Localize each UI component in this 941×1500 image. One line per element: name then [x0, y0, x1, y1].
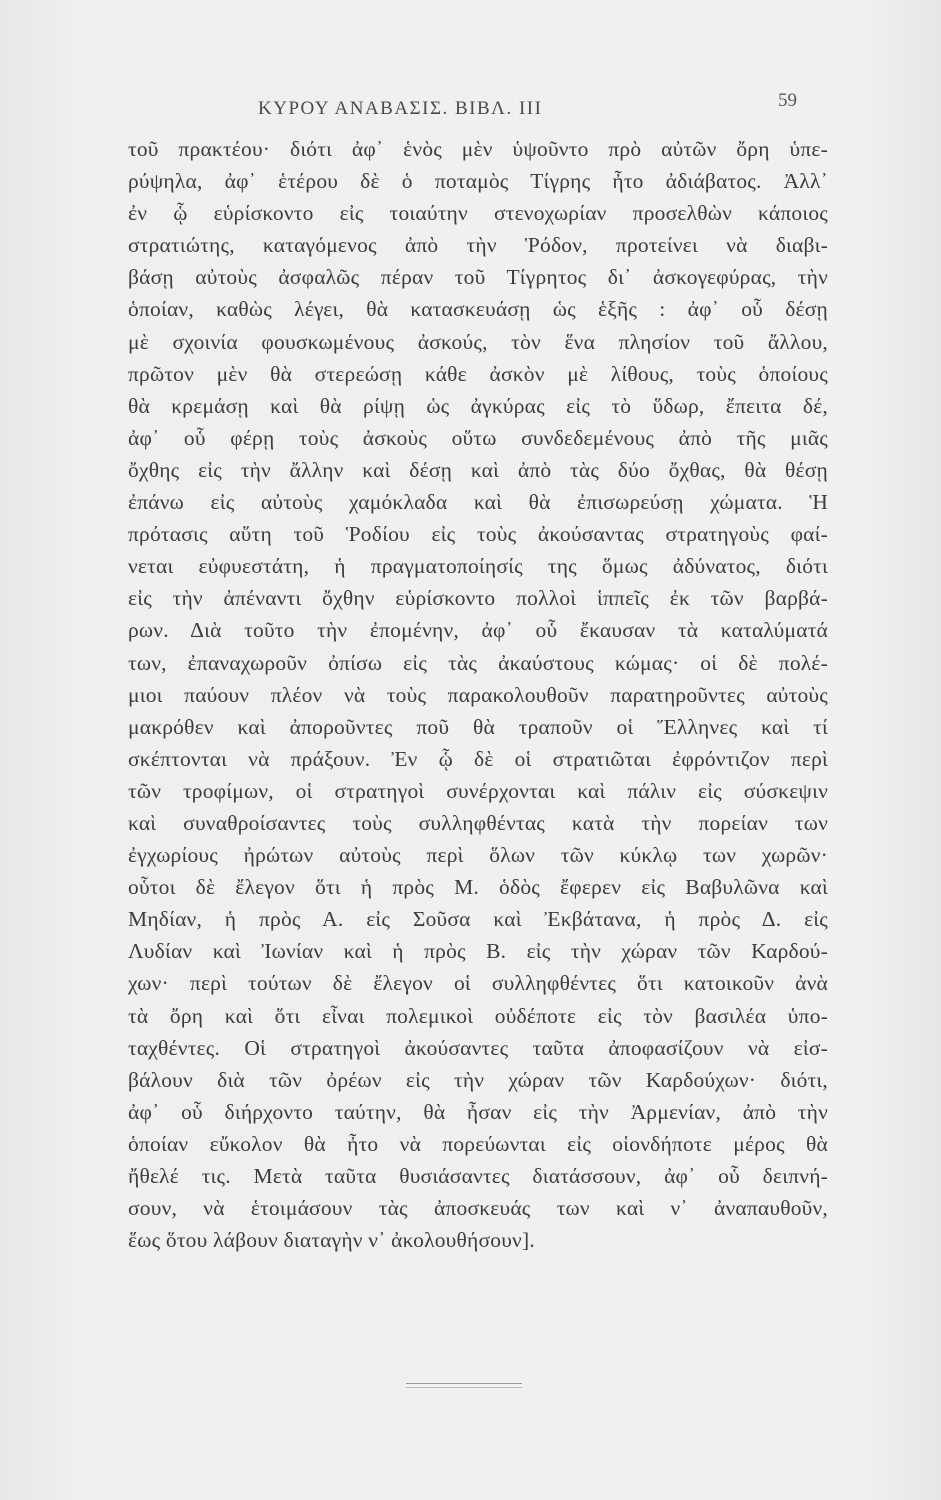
text-line: Λυδίαν καὶ Ἰωνίαν καὶ ἡ πρὸς Β. εἰς τὴν χώραν τῶν Καρδού-	[128, 939, 828, 964]
text-line: ρύψηλα, ἀφ᾽ ἑτέρου δὲ ὁ ποταμὸς Τίγρης ἦτο ἀδιάβατος. Ἀλλ᾽	[128, 169, 828, 194]
text-line: τῶν τροφίμων, οἱ στρατηγοὶ συνέρχονται καὶ πάλιν εἰς σύσκεψιν	[128, 778, 828, 803]
text-line: μιοι παύουν πλέον νὰ τοὺς παρακολουθοῦν παρατηροῦντες αὐτοὺς	[128, 682, 828, 707]
text-line: ἤθελέ τις. Μετὰ ταῦτα θυσιάσαντες διατάσσουν, ἀφ᾽ οὗ δειπνή-	[128, 1164, 828, 1188]
text-line: τὰ ὄρη καὶ ὅτι εἶναι πολεμικοὶ οὐδέποτε εἰς τὸν βασιλέα ὑπο-	[128, 1003, 828, 1028]
text-line: σουν, νὰ ἑτοιμάσουν τὰς ἀποσκευάς των καὶ ν᾽ ἀναπαυθοῦν,	[128, 1196, 828, 1221]
text-line: Μηδίαν, ἡ πρὸς Α. εἰς Σοῦσα καὶ Ἐκβάτανα, ἡ πρὸς Δ. εἰς	[128, 907, 828, 932]
text-line: ἀφ᾽ οὗ φέρῃ τοὺς ἀσκοὺς οὕτω συνδεδεμένους ἀπὸ τῆς μιᾶς	[128, 425, 828, 450]
text-line: ὄχθης εἰς τὴν ἄλλην καὶ δέσῃ καὶ ἀπὸ τὰς δύο ὄχθας, θὰ θέσῃ	[128, 457, 828, 482]
text-line: στρατιώτης, καταγόμενος ἀπὸ τὴν Ῥόδον, προτείνει νὰ διαβι-	[128, 233, 828, 258]
section-end-rule-thin	[406, 1387, 522, 1388]
text-line: ἀφ᾽ οὗ διήρχοντο ταύτην, θὰ ἦσαν εἰς τὴν Ἀρμενίαν, ἀπὸ τὴν	[128, 1099, 828, 1124]
text-line: ταχθέντες. Οἱ στρατηγοὶ ἀκούσαντες ταῦτα ἀποφασίζουν νὰ εἰσ-	[128, 1035, 828, 1060]
text-line: μακρόθεν καὶ ἀποροῦντες ποῦ θὰ τραποῦν οἱ Ἕλληνες καὶ τί	[128, 714, 828, 739]
text-line: των, ἐπαναχωροῦν ὀπίσω εἰς τὰς ἀκαύστους κώμας· οἱ δὲ πολέ-	[128, 650, 828, 675]
text-line: θὰ κρεμάσῃ καὶ θὰ ρίψῃ ὡς ἀγκύρας εἰς τὸ ὕδωρ, ἔπειτα δέ,	[128, 393, 828, 418]
text-line: πρότασις αὕτη τοῦ Ῥοδίου εἰς τοὺς ἀκούσαντας στρατηγοὺς φαί-	[128, 522, 828, 547]
text-line: μὲ σχοινία φουσκωμένους ἀσκούς, τὸν ἕνα πλησίον τοῦ ἄλλου,	[128, 329, 828, 354]
text-line: χων· περὶ τούτων δὲ ἔλεγον οἱ συλληφθέντες ὅτι κατοικοῦν ἀνὰ	[128, 971, 828, 996]
page-number: 59	[778, 90, 797, 111]
text-line: οὗτοι δὲ ἔλεγον ὅτι ἡ πρὸς Μ. ὁδὸς ἔφερεν εἰς Βαβυλῶνα καὶ	[128, 875, 828, 900]
text-line: νεται εὐφυεστάτη, ἡ πραγματοποίησίς της ὅμως ἀδύνατος, διότι	[128, 554, 828, 579]
section-end-rule	[406, 1383, 522, 1384]
body-text	[128, 133, 828, 1256]
text-line: ἐπάνω εἰς αὐτοὺς χαμόκλαδα καὶ θὰ ἐπισωρεύσῃ χώματα. Ἡ	[128, 490, 828, 515]
text-line: εἰς τὴν ἀπέναντι ὄχθην εὑρίσκοντο πολλοὶ ἱππεῖς ἐκ τῶν βαρβά-	[128, 586, 828, 611]
text-line: ἐν ᾧ εὑρίσκοντο εἰς τοιαύτην στενοχωρίαν προσελθὼν κάποιος	[128, 201, 828, 226]
text-line-last: ἕως ὅτου λάβουν διαταγὴν ν᾽ ἀκολουθήσουν].	[128, 1228, 535, 1253]
running-title: ΚΥΡΟΥ ΑΝΑΒΑΣΙΣ. ΒΙΒΛ. III	[258, 98, 543, 119]
text-line: ρων. Διὰ τοῦτο τὴν ἐπομένην, ἀφ᾽ οὗ ἔκαυσαν τὰ καταλύματά	[128, 618, 828, 643]
text-line: ἐγχωρίους ἠρώτων αὐτοὺς περὶ ὅλων τῶν κύκλῳ των χωρῶν·	[128, 843, 828, 868]
text-line: σκέπτονται νὰ πράξουν. Ἐν ᾧ δὲ οἱ στρατιῶται ἐφρόντιζον περὶ	[128, 746, 828, 771]
text-line: καὶ συναθροίσαντες τοὺς συλληφθέντας κατὰ τὴν πορείαν των	[128, 810, 828, 835]
text-line: βάλουν διὰ τῶν ὀρέων εἰς τὴν χώραν τῶν Καρδούχων· διότι,	[128, 1067, 828, 1092]
text-line: τοῦ πρακτέου· διότι ἀφ᾽ ἑνὸς μὲν ὑψοῦντο πρὸ αὐτῶν ὄρη ὑπε-	[128, 137, 828, 161]
text-line: βάσῃ αὐτοὺς ἀσφαλῶς πέραν τοῦ Τίγρητος δι᾽ ἀσκογεφύρας, τὴν	[128, 265, 828, 290]
text-line: ὁποίαν εὔκολον θὰ ἦτο νὰ πορεύωνται εἰς οἱονδήποτε μέρος θὰ	[128, 1131, 828, 1156]
text-line: πρῶτον μὲν θὰ στερεώσῃ κάθε ἀσκὸν μὲ λίθους, τοὺς ὁποίους	[128, 361, 828, 386]
text-line: ὁποίαν, καθὼς λέγει, θὰ κατασκευάσῃ ὡς ἑξῆς : ἀφ᾽ οὗ δέσῃ	[128, 297, 828, 322]
